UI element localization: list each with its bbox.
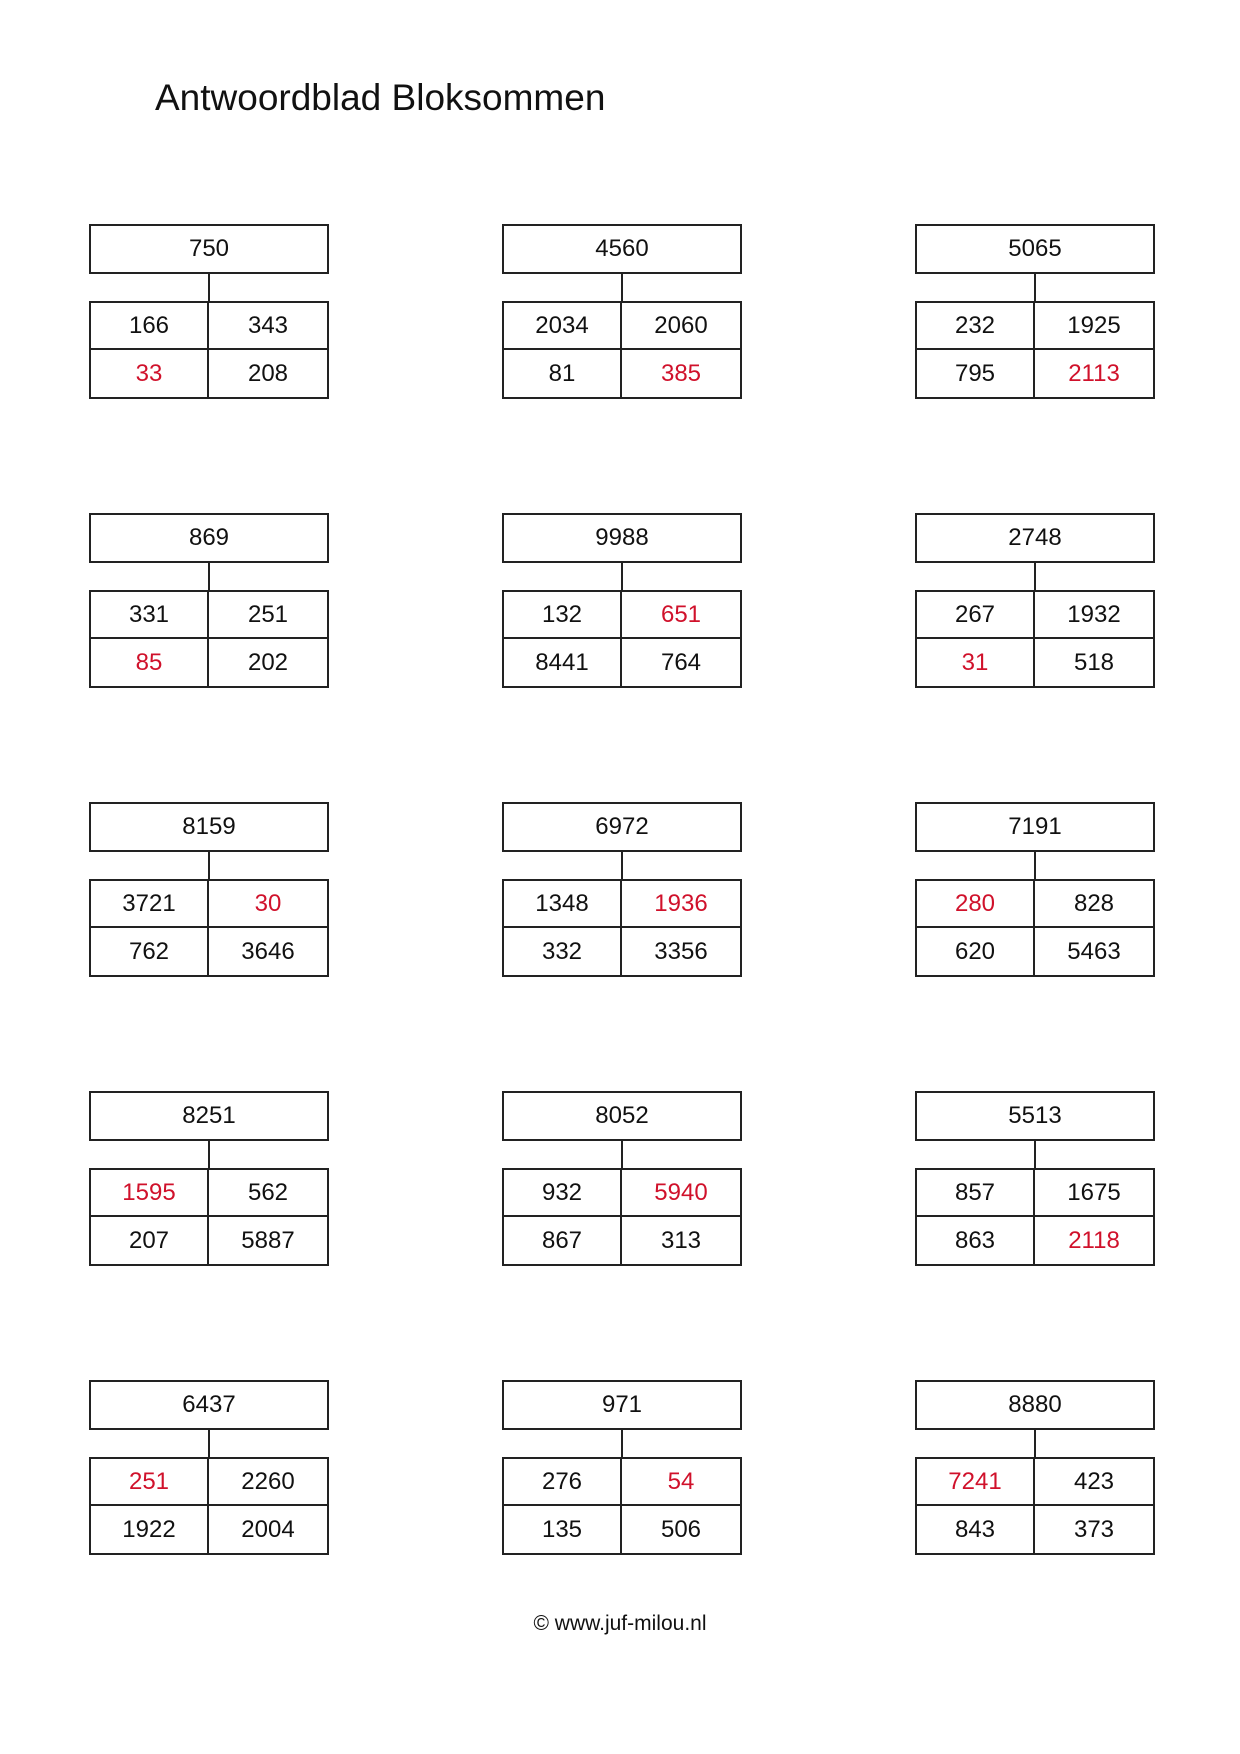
block-cells	[915, 1457, 1155, 1555]
block-answer-cell: 2118	[1068, 1226, 1120, 1254]
block-cells	[89, 1168, 329, 1266]
block-cell: 828	[1035, 881, 1153, 928]
block-sum	[502, 513, 742, 688]
block-cell: 1348	[504, 881, 622, 928]
block-cell: 506	[660, 1515, 702, 1543]
block-total: 2748	[915, 513, 1155, 563]
block-cell: 232	[917, 303, 1035, 350]
block-cell: 202	[247, 648, 289, 676]
block-cell: 423	[1035, 1459, 1153, 1506]
block-sum	[89, 802, 329, 977]
block-total: 8052	[502, 1091, 742, 1141]
block-cell: 843	[917, 1506, 1035, 1553]
block-answer-cell: 280	[917, 881, 1035, 928]
block-cell: 762	[91, 928, 209, 975]
block-cells	[89, 301, 329, 399]
block-answer-cell: 5940	[622, 1170, 740, 1217]
block-sum	[89, 1091, 329, 1266]
block-cell: 5463	[1067, 937, 1121, 965]
block-total: 4560	[502, 224, 742, 274]
block-cells	[915, 301, 1155, 399]
block-connector-line	[208, 1428, 210, 1457]
block-cells	[502, 879, 742, 977]
block-cells	[89, 1457, 329, 1555]
block-sum	[502, 802, 742, 977]
block-cell: 166	[91, 303, 209, 350]
block-cell: 1925	[1035, 303, 1153, 350]
block-cell: 373	[1073, 1515, 1115, 1543]
block-answer-cell: 33	[91, 350, 209, 397]
block-cell: 313	[660, 1226, 702, 1254]
block-total: 7191	[915, 802, 1155, 852]
block-cell: 3721	[91, 881, 209, 928]
block-connector-line	[1034, 1139, 1036, 1168]
block-answer-cell: 7241	[917, 1459, 1035, 1506]
block-sum	[89, 513, 329, 688]
block-connector-line	[621, 272, 623, 301]
block-sum	[502, 1091, 742, 1266]
block-connector-line	[208, 272, 210, 301]
block-cell: 332	[504, 928, 622, 975]
block-sum	[915, 224, 1155, 399]
block-total: 869	[89, 513, 329, 563]
block-cells	[502, 301, 742, 399]
block-total: 9988	[502, 513, 742, 563]
block-connector-line	[1034, 850, 1036, 879]
block-sum	[915, 802, 1155, 977]
block-connector-line	[208, 850, 210, 879]
block-cell: 208	[247, 359, 289, 387]
block-answer-cell: 385	[660, 359, 702, 387]
page-title: Antwoordblad Bloksommen	[155, 77, 606, 118]
block-cells	[502, 1457, 742, 1555]
block-cells	[502, 590, 742, 688]
block-answer-cell: 251	[91, 1459, 209, 1506]
block-cells	[915, 1168, 1155, 1266]
block-cell: 8441	[504, 639, 622, 686]
block-connector-line	[621, 850, 623, 879]
block-cell: 135	[504, 1506, 622, 1553]
block-connector-line	[208, 1139, 210, 1168]
block-total: 5065	[915, 224, 1155, 274]
block-cell: 1932	[1035, 592, 1153, 639]
block-total: 8880	[915, 1380, 1155, 1430]
block-sum	[502, 1380, 742, 1555]
block-cell: 251	[209, 592, 327, 639]
block-cell: 5887	[241, 1226, 295, 1254]
block-cells	[915, 879, 1155, 977]
block-total: 8159	[89, 802, 329, 852]
block-connector-line	[1034, 272, 1036, 301]
block-cell: 343	[209, 303, 327, 350]
block-sum	[502, 224, 742, 399]
block-cell: 2004	[241, 1515, 295, 1543]
block-cell: 132	[504, 592, 622, 639]
block-cells	[89, 879, 329, 977]
block-cells	[89, 590, 329, 688]
block-total: 971	[502, 1380, 742, 1430]
block-cell: 2260	[209, 1459, 327, 1506]
block-answer-cell: 1936	[622, 881, 740, 928]
block-sum	[915, 1380, 1155, 1555]
block-answer-cell: 1595	[91, 1170, 209, 1217]
block-cell: 857	[917, 1170, 1035, 1217]
block-sum	[915, 1091, 1155, 1266]
footer-copyright: © www.juf-milou.nl	[533, 1612, 707, 1635]
block-sum	[915, 513, 1155, 688]
block-cell: 1675	[1035, 1170, 1153, 1217]
block-cell: 2060	[622, 303, 740, 350]
block-connector-line	[1034, 1428, 1036, 1457]
block-connector-line	[621, 561, 623, 590]
block-cell: 620	[917, 928, 1035, 975]
block-cell: 518	[1073, 648, 1115, 676]
block-cell: 267	[917, 592, 1035, 639]
block-total: 6437	[89, 1380, 329, 1430]
block-cell: 867	[504, 1217, 622, 1264]
block-answer-cell: 651	[622, 592, 740, 639]
block-connector-line	[621, 1428, 623, 1457]
block-cells	[502, 1168, 742, 1266]
block-sum	[89, 1380, 329, 1555]
block-cell: 207	[91, 1217, 209, 1264]
block-connector-line	[208, 561, 210, 590]
block-total: 6972	[502, 802, 742, 852]
block-cell: 1922	[91, 1506, 209, 1553]
block-cell: 863	[917, 1217, 1035, 1264]
block-answer-cell: 31	[917, 639, 1035, 686]
block-connector-line	[621, 1139, 623, 1168]
block-cell: 81	[504, 350, 622, 397]
block-cell: 331	[91, 592, 209, 639]
block-cell: 2034	[504, 303, 622, 350]
block-answer-cell: 85	[91, 639, 209, 686]
block-answer-cell: 30	[209, 881, 327, 928]
block-cell: 276	[504, 1459, 622, 1506]
block-connector-line	[1034, 561, 1036, 590]
block-cell: 932	[504, 1170, 622, 1217]
block-cell: 562	[209, 1170, 327, 1217]
block-answer-cell: 2113	[1068, 359, 1120, 387]
block-cells	[915, 590, 1155, 688]
block-cell: 3356	[654, 937, 708, 965]
block-sum	[89, 224, 329, 399]
block-cell: 3646	[241, 937, 295, 965]
block-total: 750	[89, 224, 329, 274]
block-answer-cell: 54	[622, 1459, 740, 1506]
block-cell: 764	[660, 648, 702, 676]
block-cell: 795	[917, 350, 1035, 397]
block-total: 5513	[915, 1091, 1155, 1141]
block-total: 8251	[89, 1091, 329, 1141]
